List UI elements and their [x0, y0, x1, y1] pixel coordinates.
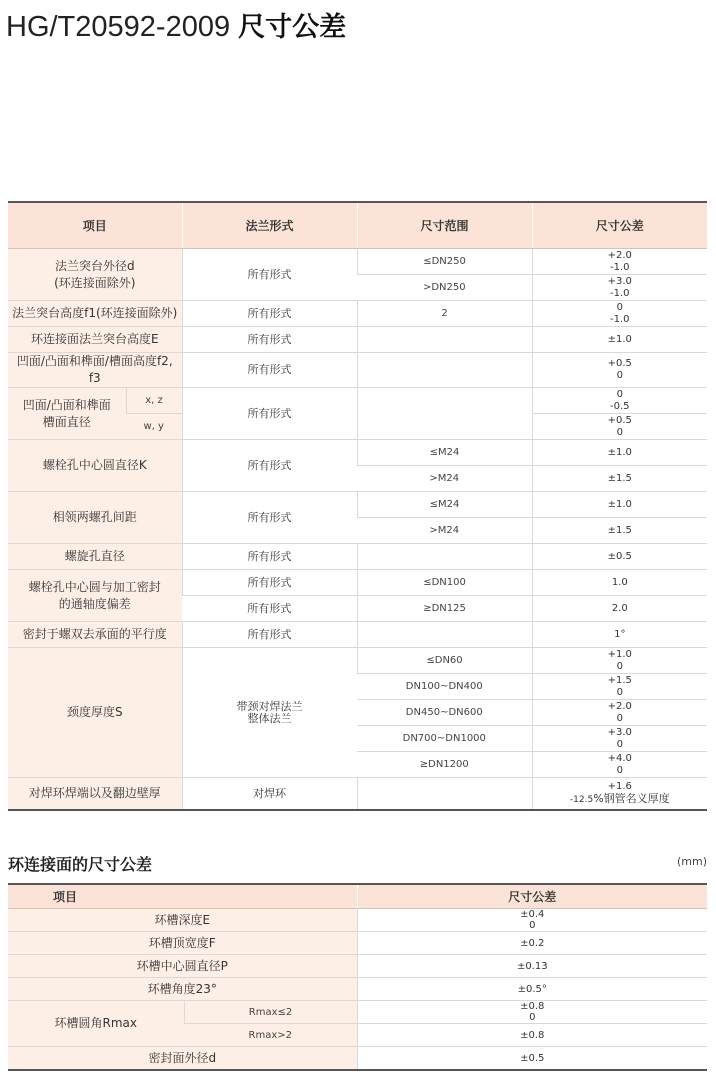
tolerance-cell: ±0.8 0: [357, 1001, 707, 1024]
sub-item-cell: x, z: [126, 388, 182, 414]
table-row: [8, 492, 707, 518]
item-cell: 环槽角度23°: [8, 978, 357, 1001]
tolerance-cell: 2.0: [532, 596, 707, 622]
standard-code: HG/T20592-2009: [6, 11, 231, 43]
range-cell: [357, 544, 532, 570]
range-cell: [357, 353, 532, 388]
page-title: [6, 6, 346, 47]
table-header-row: [8, 884, 707, 909]
item-cell: 环槽圆角Rmax: [8, 1001, 184, 1047]
form-cell: 所有形式: [182, 492, 357, 544]
sub-item-cell: w, y: [126, 414, 182, 440]
table-row: [8, 388, 707, 414]
tolerance-lower-number: -12.5: [569, 795, 594, 805]
range-cell: >DN250: [357, 275, 532, 301]
tolerance-cell: ±0.13: [357, 955, 707, 978]
item-cell: 凹面/凸面和榫面/槽面高度f2, f3: [8, 353, 182, 388]
tolerance-cell: ±1.5: [532, 518, 707, 544]
table-row: [8, 932, 707, 955]
range-cell: [357, 327, 532, 353]
item-cell: 法兰突台高度f1(环连接面除外): [8, 301, 182, 327]
tolerance-cell: ±0.5: [357, 1047, 707, 1071]
item-cell: 环槽深度E: [8, 909, 357, 932]
form-cell: 所有形式: [182, 570, 357, 596]
header-item: 项目: [8, 884, 357, 909]
range-cell: ≤DN100: [357, 570, 532, 596]
tolerance-cell: ±1.0: [532, 440, 707, 466]
table-row: [8, 544, 707, 570]
tolerance-cell: 1°: [532, 622, 707, 648]
range-cell: ≥DN1200: [357, 752, 532, 778]
tolerance-cell: ±0.8: [357, 1024, 707, 1047]
form-cell: 所有形式: [182, 249, 357, 301]
tolerance-cell: [532, 778, 707, 811]
header-tolerance: 尺寸公差: [532, 202, 707, 249]
title-text: 尺寸公差: [238, 12, 347, 43]
range-cell: ≤M24: [357, 440, 532, 466]
item-cell: 螺栓孔中心圆直径K: [8, 440, 182, 492]
item-text: 凹面/凸面和榫面 槽面直径: [22, 397, 111, 429]
sub-item-cell: Rmax≤2: [184, 1001, 357, 1024]
item-cell: [8, 249, 182, 301]
range-cell: DN100~DN400: [357, 674, 532, 700]
table-row: [8, 353, 707, 388]
item-cell: 环槽顶宽度F: [8, 932, 357, 955]
table-row: [8, 955, 707, 978]
tolerance-cell: ±0.2: [357, 932, 707, 955]
table-row: [8, 778, 707, 811]
table-row: [8, 1047, 707, 1071]
form-cell: 所有形式: [182, 544, 357, 570]
range-cell: [357, 778, 532, 811]
table-row: [8, 327, 707, 353]
tolerance-cell: 0 -0.5: [532, 388, 707, 414]
item-text: 螺栓孔中心圆与加工密封 的通轴度偏差: [28, 579, 161, 611]
item-cell: 颈度厚度S: [8, 648, 182, 778]
tolerance-cell: +0.5 0: [532, 353, 707, 388]
item-cell: [8, 388, 126, 440]
sub-item-cell: Rmax>2: [184, 1024, 357, 1047]
range-cell: ≤DN250: [357, 249, 532, 275]
tolerance-upper: +1.6: [607, 781, 632, 792]
tolerance-cell: +3.0 -1.0: [532, 275, 707, 301]
item-cell: 环连接面法兰突台高度E: [8, 327, 182, 353]
item-cell: [8, 570, 182, 622]
tolerance-cell: +1.5 0: [532, 674, 707, 700]
tolerance-cell: ±1.5: [532, 466, 707, 492]
table-header-row: [8, 202, 707, 249]
range-cell: [357, 622, 532, 648]
header-tolerance: 尺寸公差: [357, 884, 707, 909]
tolerance-cell: +3.0 0: [532, 726, 707, 752]
item-text: 法兰突台外径d (环连接面除外): [54, 258, 136, 290]
table-row: [8, 909, 707, 932]
header-range: 尺寸范围: [357, 202, 532, 249]
range-cell: >M24: [357, 466, 532, 492]
tolerance-cell: ±0.4 0: [357, 909, 707, 932]
tolerance-cell: ±0.5°: [357, 978, 707, 1001]
item-cell: 螺旋孔直径: [8, 544, 182, 570]
tolerance-lower-text: %钢管名义厚度: [593, 792, 670, 805]
item-cell: 相领两螺孔间距: [8, 492, 182, 544]
tolerance-cell: +1.0 0: [532, 648, 707, 674]
range-cell: >M24: [357, 518, 532, 544]
range-cell: DN450~DN600: [357, 700, 532, 726]
table-row: [8, 570, 707, 596]
range-cell: ≤M24: [357, 492, 532, 518]
unit-label: (mm): [676, 855, 707, 868]
form-cell: 所有形式: [182, 440, 357, 492]
tolerance-cell: +4.0 0: [532, 752, 707, 778]
range-cell: DN700~DN1000: [357, 726, 532, 752]
table-row: [8, 249, 707, 275]
tolerance-cell: 0 -1.0: [532, 301, 707, 327]
tolerance-cell: +2.0 -1.0: [532, 249, 707, 275]
dimension-tolerance-table: [8, 201, 707, 811]
form-cell: 所有形式: [182, 327, 357, 353]
tolerance-lower: [535, 793, 706, 806]
form-cell: 所有形式: [182, 596, 357, 622]
range-cell: [357, 388, 532, 440]
item-cell: 对焊环焊端以及翻边壁厚: [8, 778, 182, 811]
form-cell: 所有形式: [182, 353, 357, 388]
section-title: 环连接面的尺寸公差: [8, 855, 153, 874]
header-item: 项目: [8, 202, 182, 249]
header-form: 法兰形式: [182, 202, 357, 249]
range-cell: 2: [357, 301, 532, 327]
form-cell: 所有形式: [182, 622, 357, 648]
table-row: [8, 301, 707, 327]
range-cell: ≤DN60: [357, 648, 532, 674]
table-row: [8, 622, 707, 648]
tolerance-cell: ±1.0: [532, 492, 707, 518]
form-cell: [182, 648, 357, 778]
form-text: 带颈对焊法兰 整体法兰: [236, 699, 303, 725]
tolerance-cell: +2.0 0: [532, 700, 707, 726]
table-row: [8, 1001, 707, 1024]
tolerance-cell: ±0.5: [532, 544, 707, 570]
form-cell: 对焊环: [182, 778, 357, 811]
tolerance-cell: 1.0: [532, 570, 707, 596]
item-cell: 密封面外径d: [8, 1047, 357, 1071]
table-row: [8, 440, 707, 466]
table-row: [8, 648, 707, 674]
form-cell: 所有形式: [182, 301, 357, 327]
tolerance-cell: +0.5 0: [532, 414, 707, 440]
table-row: [8, 978, 707, 1001]
ring-joint-tolerance-table: [8, 883, 707, 1071]
tolerance-cell: ±1.0: [532, 327, 707, 353]
item-cell: 环槽中心圆直径P: [8, 955, 357, 978]
form-cell: 所有形式: [182, 388, 357, 440]
range-cell: ≥DN125: [357, 596, 532, 622]
item-cell: 密封于螺双去承面的平行度: [8, 622, 182, 648]
